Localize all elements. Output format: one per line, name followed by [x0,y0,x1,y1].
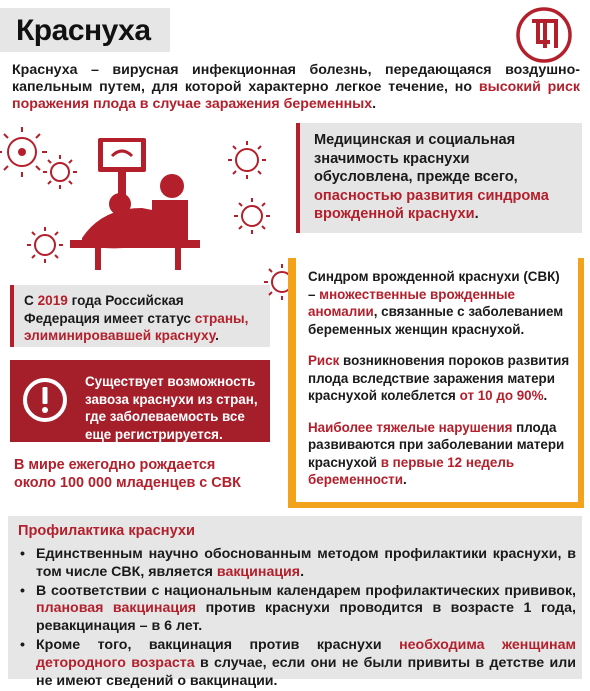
item-text: В соответствии с национальным календарем профилактических прививок, [36,582,576,599]
list-item [18,583,576,636]
virus-icon [0,127,47,177]
prevention-section [8,516,582,689]
svk-highlight: множественные врожденные аномалии [308,286,515,319]
intro-highlight: высокий риск поражения плода в случае заражения беременных [12,79,580,112]
svk-severe [308,419,570,489]
intro-text: Краснуха – вирусная инфекционная болезнь, передающаяся воздушно-капельным путем, для которой характерно легкое течение, но [12,62,580,95]
status-text-2: года Российская Федерация имеет статус [24,293,195,326]
births-line-1: В мире ежегодно рождается [14,457,216,473]
page-title: Краснуха [16,14,151,47]
svk-content [296,258,578,502]
svk-definition [308,268,570,338]
svk-risk [308,352,570,405]
warning-box [10,360,270,442]
status-text-1: С [24,293,38,308]
risk-range: от 10 до 90% [459,388,544,403]
item-highlight: вакцинация [216,563,301,580]
severe-period: в первые 12 недель беременности [308,454,515,487]
status-highlight: страны, элиминировавшей краснуху [24,310,249,343]
svk-lead: Синдром врожденной краснухи (СВК) – [308,269,560,302]
significance-highlight: опасностью развития синдрома врожденной краснухи [314,187,549,222]
risk-highlight: Риск [308,353,340,368]
risk-text: возникновения пороков развития плода вследствие заражения матери краснухой колеблется [308,353,570,403]
item-end: . [300,563,305,580]
prevention-list [18,546,576,691]
prevention-title: Профилактика краснухи [18,523,195,539]
logo-icon [515,6,573,64]
item-highlight: необходима женщинам детородного возраста [36,636,576,671]
item-text: Единственным научно обоснованным методом профилактики краснухи, в том числе СВК, является [36,546,576,580]
item-highlight: плановая вакцинация [36,600,197,617]
intro-paragraph [12,62,580,113]
warning-text: Существует возможность завоза краснухи из стран, где заболеваемость все еще регистрируется. [85,374,258,442]
intro-end: . [372,96,377,112]
severe-highlight: Наиболее тяжелые нарушения [308,419,513,435]
list-item [18,546,576,582]
status-box [10,285,270,347]
births-statistic [14,456,274,492]
status-end: . [215,328,219,343]
severe-text: плода развиваются при заболевании матери краснухой [308,419,565,470]
svk-rest: , связанные с заболеванием беременных женщин краснухой. [308,304,564,337]
item-rest: против краснухи проводится в возрасте 1 года, ревакцинация – в 6 лет. [36,600,576,635]
significance-box [296,123,582,233]
births-line-2: около 100 000 младенцев с СВК [14,475,241,491]
risk-end: . [543,388,548,403]
ultrasound-illustration [0,120,290,270]
status-year: 2019 [37,293,68,308]
exclamation-circle-icon [22,377,68,423]
list-item [18,637,576,690]
severe-end: . [402,472,407,487]
significance-text: Медицинская и социальная значимость краснухи обусловлена, прежде всего, [314,132,518,185]
significance-end: . [474,206,479,222]
item-text: Кроме того, вакцинация против краснухи [36,636,400,653]
svk-box [288,258,584,508]
item-rest: в случае, если они не были привиты в детстве или не имеют сведений о вакцинации. [36,654,576,689]
